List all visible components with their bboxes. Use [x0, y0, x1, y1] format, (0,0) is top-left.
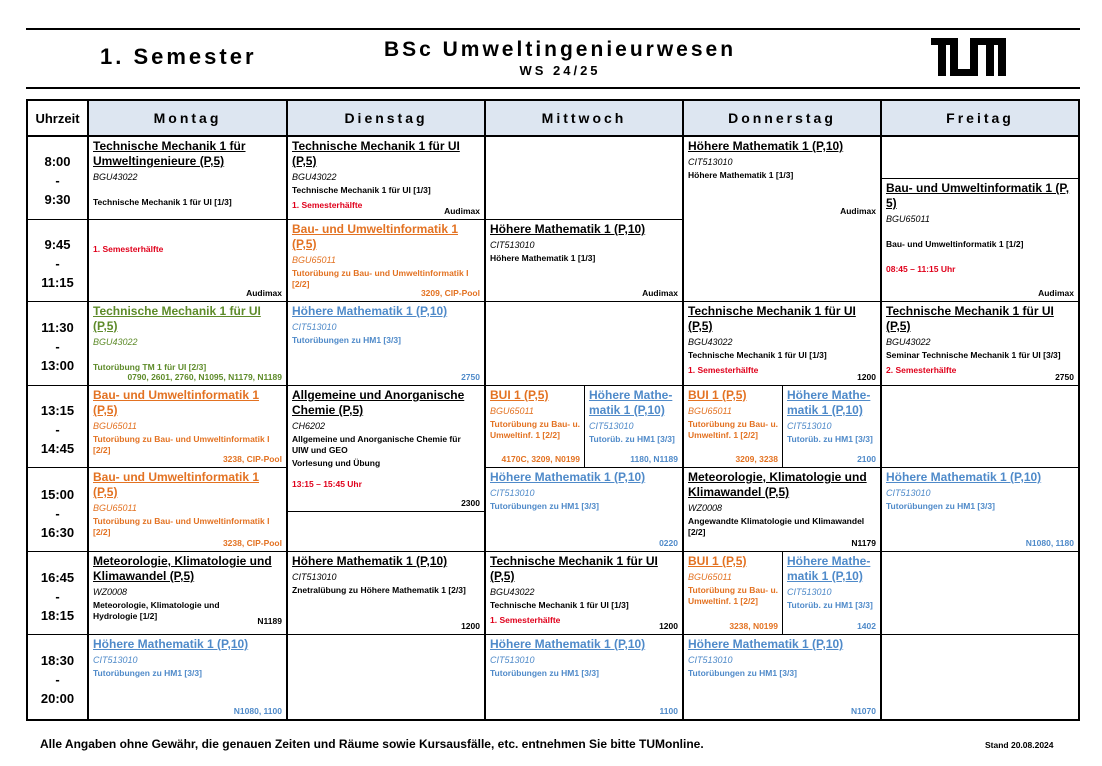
- header-montag: Montag: [89, 101, 286, 135]
- header-donnerstag: Donnerstag: [684, 101, 880, 135]
- course-room: Audimax: [246, 288, 282, 298]
- course-room: N1179: [851, 538, 876, 548]
- course-title: Bau- und Umweltinformatik 1 (P,5): [93, 388, 260, 417]
- course-code: CIT513010: [787, 587, 832, 597]
- course-code: CIT513010: [93, 655, 138, 665]
- course-room: Audimax: [1038, 288, 1074, 298]
- course-desc: Bau- und Umweltinformatik 1 [1/2]: [886, 239, 1024, 249]
- course-note: 08:45 – 11:15 Uhr: [886, 264, 956, 274]
- row-divider: [28, 385, 87, 386]
- course-desc-2: Vorlesung und Übung: [292, 458, 381, 468]
- course-code: CH6202: [292, 421, 326, 431]
- course-title: Meteorologie, Klimatologie und Klimawandel (P,5): [93, 554, 272, 583]
- course-title: Höhere Mathematik 1 (P,10): [688, 139, 844, 153]
- course-note: 1. Semesterhälfte: [93, 244, 164, 254]
- course-desc: Technische Mechanik 1 für UI [1/3]: [93, 197, 232, 207]
- disclaimer-text: Alle Angaben ohne Gewähr, die genauen Zeiten und Räume sowie Kursausfälle, etc. entnehmen Sie bitte TUMonline.: [40, 737, 704, 751]
- course-code: CIT513010: [886, 488, 931, 498]
- course-room: 0220: [659, 538, 678, 548]
- timetable-grid: [26, 99, 1080, 721]
- course-room: 1100: [659, 706, 678, 716]
- course-title: Bau- und Umweltinformatik 1 (P, 5): [886, 181, 1070, 210]
- course-title: Höhere Mathematik 1 (P,10): [490, 637, 646, 651]
- course-cell[interactable]: [684, 302, 880, 385]
- course-cell[interactable]: [288, 552, 484, 634]
- cell-divider: [882, 385, 1078, 386]
- course-cell[interactable]: [783, 552, 880, 634]
- course-room: 1402: [857, 621, 876, 631]
- course-cell[interactable]: [684, 468, 880, 551]
- course-desc: Znetralübung zu Höhere Mathematik 1 [2/3]: [292, 585, 466, 595]
- slot-end: 16:30: [40, 525, 75, 540]
- course-desc: Meteorologie, Klimatologie und Hydrologie [1/2]: [93, 600, 220, 621]
- course-room: Audimax: [840, 206, 876, 216]
- course-room: N1080, 1100: [233, 706, 282, 716]
- course-desc: Tutorübung zu Bau- und Umweltinformatik I [2/2]: [93, 434, 270, 455]
- cell-divider: [288, 511, 484, 512]
- slot-sep: -: [55, 173, 60, 188]
- course-title: Allgemeine und Anorganische Chemie (P,5): [292, 388, 465, 417]
- slot-end: 11:15: [41, 275, 74, 290]
- course-title: Technische Mechanik 1 für UI (P,5): [93, 304, 261, 333]
- slot-start: 16:45: [40, 570, 75, 585]
- course-title: Höhere Mathe- matik 1 (P,10): [787, 554, 871, 583]
- course-title: Technische Mechanik 1 für UI (P,5): [292, 139, 460, 168]
- time-slot-6: [28, 568, 87, 625]
- course-title: Höhere Mathematik 1 (P,10): [490, 470, 646, 484]
- course-title: Höhere Mathematik 1 (P,10): [292, 554, 448, 568]
- course-code: CIT513010: [292, 322, 337, 332]
- course-room: 1180, N1189: [630, 454, 678, 464]
- course-cell[interactable]: [882, 179, 1078, 301]
- course-desc: Tutorübung zu Bau- und Umweltinformatik I [2/2]: [93, 516, 270, 537]
- cell-divider: [486, 301, 682, 302]
- course-code: BGU65011: [292, 255, 336, 265]
- course-cell[interactable]: [486, 386, 584, 467]
- course-room: 3209, 3238: [735, 454, 778, 464]
- course-code: BGU65011: [688, 572, 732, 582]
- course-cell[interactable]: [486, 552, 682, 634]
- course-cell[interactable]: [486, 220, 682, 301]
- course-title: Höhere Mathematik 1 (P,10): [688, 637, 844, 651]
- course-cell[interactable]: [89, 468, 286, 551]
- course-room: 1200: [857, 372, 876, 382]
- course-code: CIT513010: [490, 240, 535, 250]
- course-cell[interactable]: [882, 468, 1078, 551]
- time-slot-3: [28, 318, 87, 375]
- header-bottom-rule: [26, 87, 1080, 89]
- course-code: CIT513010: [292, 572, 337, 582]
- course-title: Höhere Mathematik 1 (P,10): [490, 222, 646, 236]
- course-code: CIT513010: [688, 157, 733, 167]
- header-mittwoch: Mittwoch: [486, 101, 682, 135]
- course-cell[interactable]: [882, 302, 1078, 385]
- course-title: Technische Mechanik 1 für UI (P,5): [490, 554, 658, 583]
- course-title: Höhere Mathematik 1 (P,10): [886, 470, 1042, 484]
- course-cell[interactable]: [684, 552, 782, 634]
- course-cell[interactable]: [684, 386, 782, 467]
- course-desc: Tutorübung zu Bau- u. Umweltinf. 1 [2/2]: [688, 419, 779, 440]
- course-desc: Allgemeine und Anorganische Chemie für UIW und GEO: [292, 434, 461, 455]
- course-title: Bau- und Umweltinformatik 1 (P,5): [93, 470, 260, 499]
- course-room: 3238, CIP-Pool: [222, 538, 282, 548]
- header-freitag: Freitag: [882, 101, 1078, 135]
- program-title: BSc Umweltingenieurwesen: [383, 38, 737, 61]
- course-room: 0790, 2601, 2760, N1095, N1179, N1189: [127, 372, 282, 382]
- course-desc: Höhere Mathematik 1 [1/3]: [688, 170, 794, 180]
- course-room: 2750: [1055, 372, 1074, 382]
- course-cell[interactable]: [783, 386, 880, 467]
- time-slot-2: [28, 235, 87, 292]
- row-divider: [28, 467, 87, 468]
- course-cell[interactable]: [486, 468, 682, 551]
- course-desc: Technische Mechanik 1 für UI [1/3]: [292, 185, 431, 195]
- course-code: BGU65011: [93, 503, 137, 513]
- course-room: 2750: [461, 372, 480, 382]
- course-cell[interactable]: [288, 220, 484, 301]
- course-title: BUI 1 (P,5): [688, 554, 747, 568]
- course-desc: Tutorübungen zu HM1 [3/3]: [490, 668, 599, 678]
- row-divider: [28, 551, 87, 552]
- course-code: CIT513010: [787, 421, 832, 431]
- course-desc: Tutorüb. zu HM1 [3/3]: [589, 434, 675, 444]
- time-slot-5: [28, 485, 87, 542]
- course-note: 1. Semesterhälfte: [490, 615, 561, 625]
- course-cell[interactable]: [486, 635, 682, 719]
- course-code: BGU43022: [93, 172, 138, 182]
- course-room: 2100: [857, 454, 876, 464]
- course-room: 1200: [659, 621, 678, 631]
- course-code: CIT513010: [589, 421, 634, 431]
- course-title: Höhere Mathematik 1 (P,10): [93, 637, 249, 651]
- time-slot-4: [28, 401, 87, 458]
- course-cell[interactable]: [288, 137, 484, 219]
- course-code: CIT513010: [490, 488, 535, 498]
- course-code: CIT513010: [490, 655, 535, 665]
- course-room: Audimax: [642, 288, 678, 298]
- term-label: WS 24/25: [519, 63, 601, 78]
- course-title: BUI 1 (P,5): [688, 388, 747, 402]
- course-code: BGU65011: [93, 421, 137, 431]
- course-room: 1200: [461, 621, 480, 631]
- semester-title: 1. Semester: [100, 44, 257, 69]
- slot-start: 11:30: [41, 320, 74, 335]
- time-slot-7: [28, 651, 87, 708]
- course-desc: Höhere Mathematik 1 [1/3]: [490, 253, 596, 263]
- course-desc: Tutorüb. zu HM1 [3/3]: [787, 600, 873, 610]
- course-title: Meteorologie, Klimatologie und Klimawandel (P,5): [688, 470, 867, 499]
- slot-start: 18:30: [40, 653, 75, 668]
- course-room: 3238, N0199: [729, 621, 778, 631]
- course-room: 4170C, 3209, N0199: [501, 454, 580, 464]
- slot-sep: -: [55, 256, 60, 271]
- course-desc: Tutorübungen zu HM1 [3/3]: [688, 668, 797, 678]
- course-note: 1. Semesterhälfte: [292, 200, 363, 210]
- course-title: Höhere Mathe- matik 1 (P,10): [787, 388, 871, 417]
- course-cell[interactable]: [89, 552, 286, 634]
- course-title: Technische Mechanik 1 für UI (P,5): [886, 304, 1054, 333]
- course-code: BGU43022: [490, 587, 535, 597]
- slot-sep: -: [55, 422, 60, 437]
- course-title: Technische Mechanik 1 für UI (P,5): [688, 304, 856, 333]
- tum-logo: [931, 38, 1006, 76]
- course-code: BGU65011: [688, 406, 732, 416]
- course-code: BGU43022: [688, 337, 733, 347]
- slot-end: 18:15: [40, 608, 75, 623]
- course-cell[interactable]: [89, 386, 286, 467]
- course-title: Bau- und Umweltinformatik 1 (P,5): [292, 222, 459, 251]
- course-desc: Tutorüb. zu HM1 [3/3]: [787, 434, 873, 444]
- slot-end: 20:00: [40, 691, 75, 706]
- course-cell[interactable]: [288, 302, 484, 385]
- course-title: BUI 1 (P,5): [490, 388, 549, 402]
- stand-date: Stand 20.08.2024: [985, 740, 1054, 750]
- slot-start: 15:00: [40, 487, 75, 502]
- course-room: Audimax: [444, 206, 480, 216]
- time-slot-1: [28, 152, 87, 209]
- row-divider: [28, 301, 87, 302]
- course-desc: Tutorübungen zu HM1 [3/3]: [886, 501, 995, 511]
- course-desc: Tutorübung zu Bau- u. Umweltinf. 1 [2/2]: [688, 585, 779, 606]
- cell-divider: [882, 634, 1078, 635]
- course-title: Höhere Mathe- matik 1 (P,10): [589, 388, 673, 417]
- course-desc: Seminar Technische Mechanik 1 für UI [3/3]: [886, 350, 1061, 360]
- slot-sep: -: [55, 672, 60, 687]
- row-divider: [28, 219, 87, 220]
- course-room: 3238, CIP-Pool: [222, 454, 282, 464]
- slot-start: 8:00: [44, 154, 71, 169]
- course-room: 3209, CIP-Pool: [420, 288, 480, 298]
- course-note: 1. Semesterhälfte: [688, 365, 759, 375]
- course-cell[interactable]: [89, 137, 286, 219]
- course-cell[interactable]: [684, 635, 880, 719]
- course-cell[interactable]: [684, 137, 880, 219]
- course-desc: Technische Mechanik 1 für UI [1/3]: [490, 600, 629, 610]
- course-cell[interactable]: [89, 302, 286, 385]
- course-desc: Tutorübung zu Bau- u. Umweltinf. 1 [2/2]: [490, 419, 581, 440]
- course-desc: Tutorübungen zu HM1 [3/3]: [292, 335, 401, 345]
- course-room: N1080, 1180: [1025, 538, 1074, 548]
- top-rule: [26, 28, 1080, 30]
- course-code: BGU43022: [93, 337, 138, 347]
- slot-end: 9:30: [44, 192, 71, 207]
- course-desc: Tutorübung zu Bau- und Umweltinformatik I [2/2]: [292, 268, 469, 289]
- course-desc: Angewandte Klimatologie und Klimawandel [2/2]: [688, 516, 865, 537]
- course-desc: Tutorübungen zu HM1 [3/3]: [490, 501, 599, 511]
- course-cell[interactable]: [585, 386, 682, 467]
- course-room: 2300: [461, 498, 480, 508]
- header-uhrzeit: Uhrzeit: [28, 101, 87, 135]
- slot-end: 14:45: [40, 441, 75, 456]
- course-cell[interactable]: [89, 220, 286, 301]
- course-code: BGU43022: [886, 337, 931, 347]
- course-code: WZ0008: [93, 587, 128, 597]
- course-code: CIT513010: [688, 655, 733, 665]
- cell-divider: [882, 551, 1078, 552]
- course-cell[interactable]: [89, 635, 286, 719]
- course-desc: Tutorübungen zu HM1 [3/3]: [93, 668, 202, 678]
- header-dienstag: Dienstag: [288, 101, 484, 135]
- slot-sep: -: [55, 589, 60, 604]
- course-title: Höhere Mathematik 1 (P,10): [292, 304, 448, 318]
- course-note: 13:15 – 15:45 Uhr: [292, 479, 362, 489]
- course-cell[interactable]: [288, 386, 484, 511]
- course-desc: Technische Mechanik 1 für UI [1/3]: [688, 350, 827, 360]
- slot-start: 9:45: [44, 237, 71, 252]
- course-note: 2. Semesterhälfte: [886, 365, 957, 375]
- course-code: BGU65011: [886, 214, 930, 224]
- slot-sep: -: [55, 339, 60, 354]
- course-room: N1070: [850, 706, 876, 716]
- course-desc: Tutorübung TM 1 für UI [2/3]: [93, 362, 207, 372]
- slot-start: 13:15: [40, 403, 75, 418]
- slot-sep: -: [55, 506, 60, 521]
- slot-end: 13:00: [40, 358, 75, 373]
- course-code: BGU43022: [292, 172, 337, 182]
- course-title: Technische Mechanik 1 für Umweltingenieure (P,5): [93, 139, 246, 168]
- cell-divider: [288, 634, 484, 635]
- row-divider: [28, 634, 87, 635]
- course-code: BGU65011: [490, 406, 534, 416]
- course-room: N1189: [257, 616, 282, 626]
- course-code: WZ0008: [688, 503, 723, 513]
